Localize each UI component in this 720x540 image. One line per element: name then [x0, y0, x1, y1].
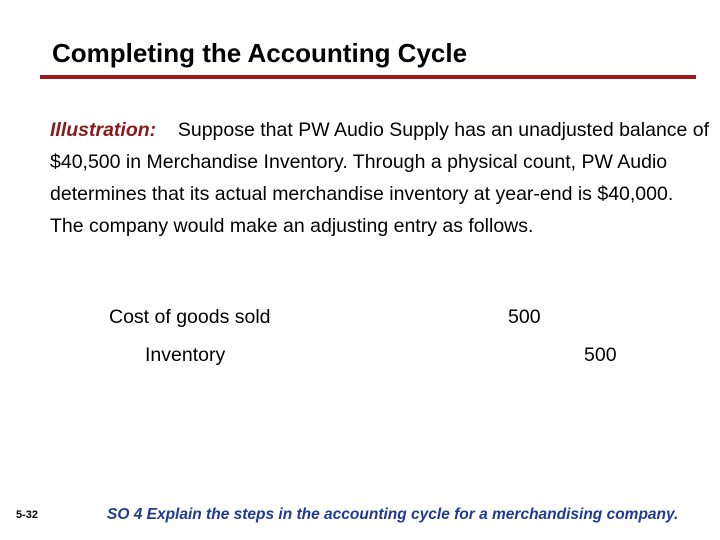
debit-amount: 500 — [508, 306, 541, 328]
illustration-body: Suppose that PW Audio Supply has an unadjusted balance of $40,500 in Merchandise Inventory. Through a physical count, PW Audio determines that its actual merchandise inventory at year-end is $40,000. The company would make an adjusting entry as follows. — [50, 119, 710, 237]
debit-account: Cost of goods sold — [109, 306, 271, 328]
illustration-label: Illustration: — [50, 119, 157, 141]
study-objective: SO 4 Explain the steps in the accounting cycle for a merchandising company. — [107, 506, 679, 523]
credit-amount: 500 — [584, 344, 617, 366]
slide-title: Completing the Accounting Cycle — [52, 38, 468, 68]
illustration-spacer — [162, 119, 173, 141]
illustration-paragraph — [50, 114, 710, 242]
title-divider — [40, 75, 696, 79]
slide-number: 5-32 — [16, 509, 39, 521]
credit-account: Inventory — [145, 344, 226, 366]
